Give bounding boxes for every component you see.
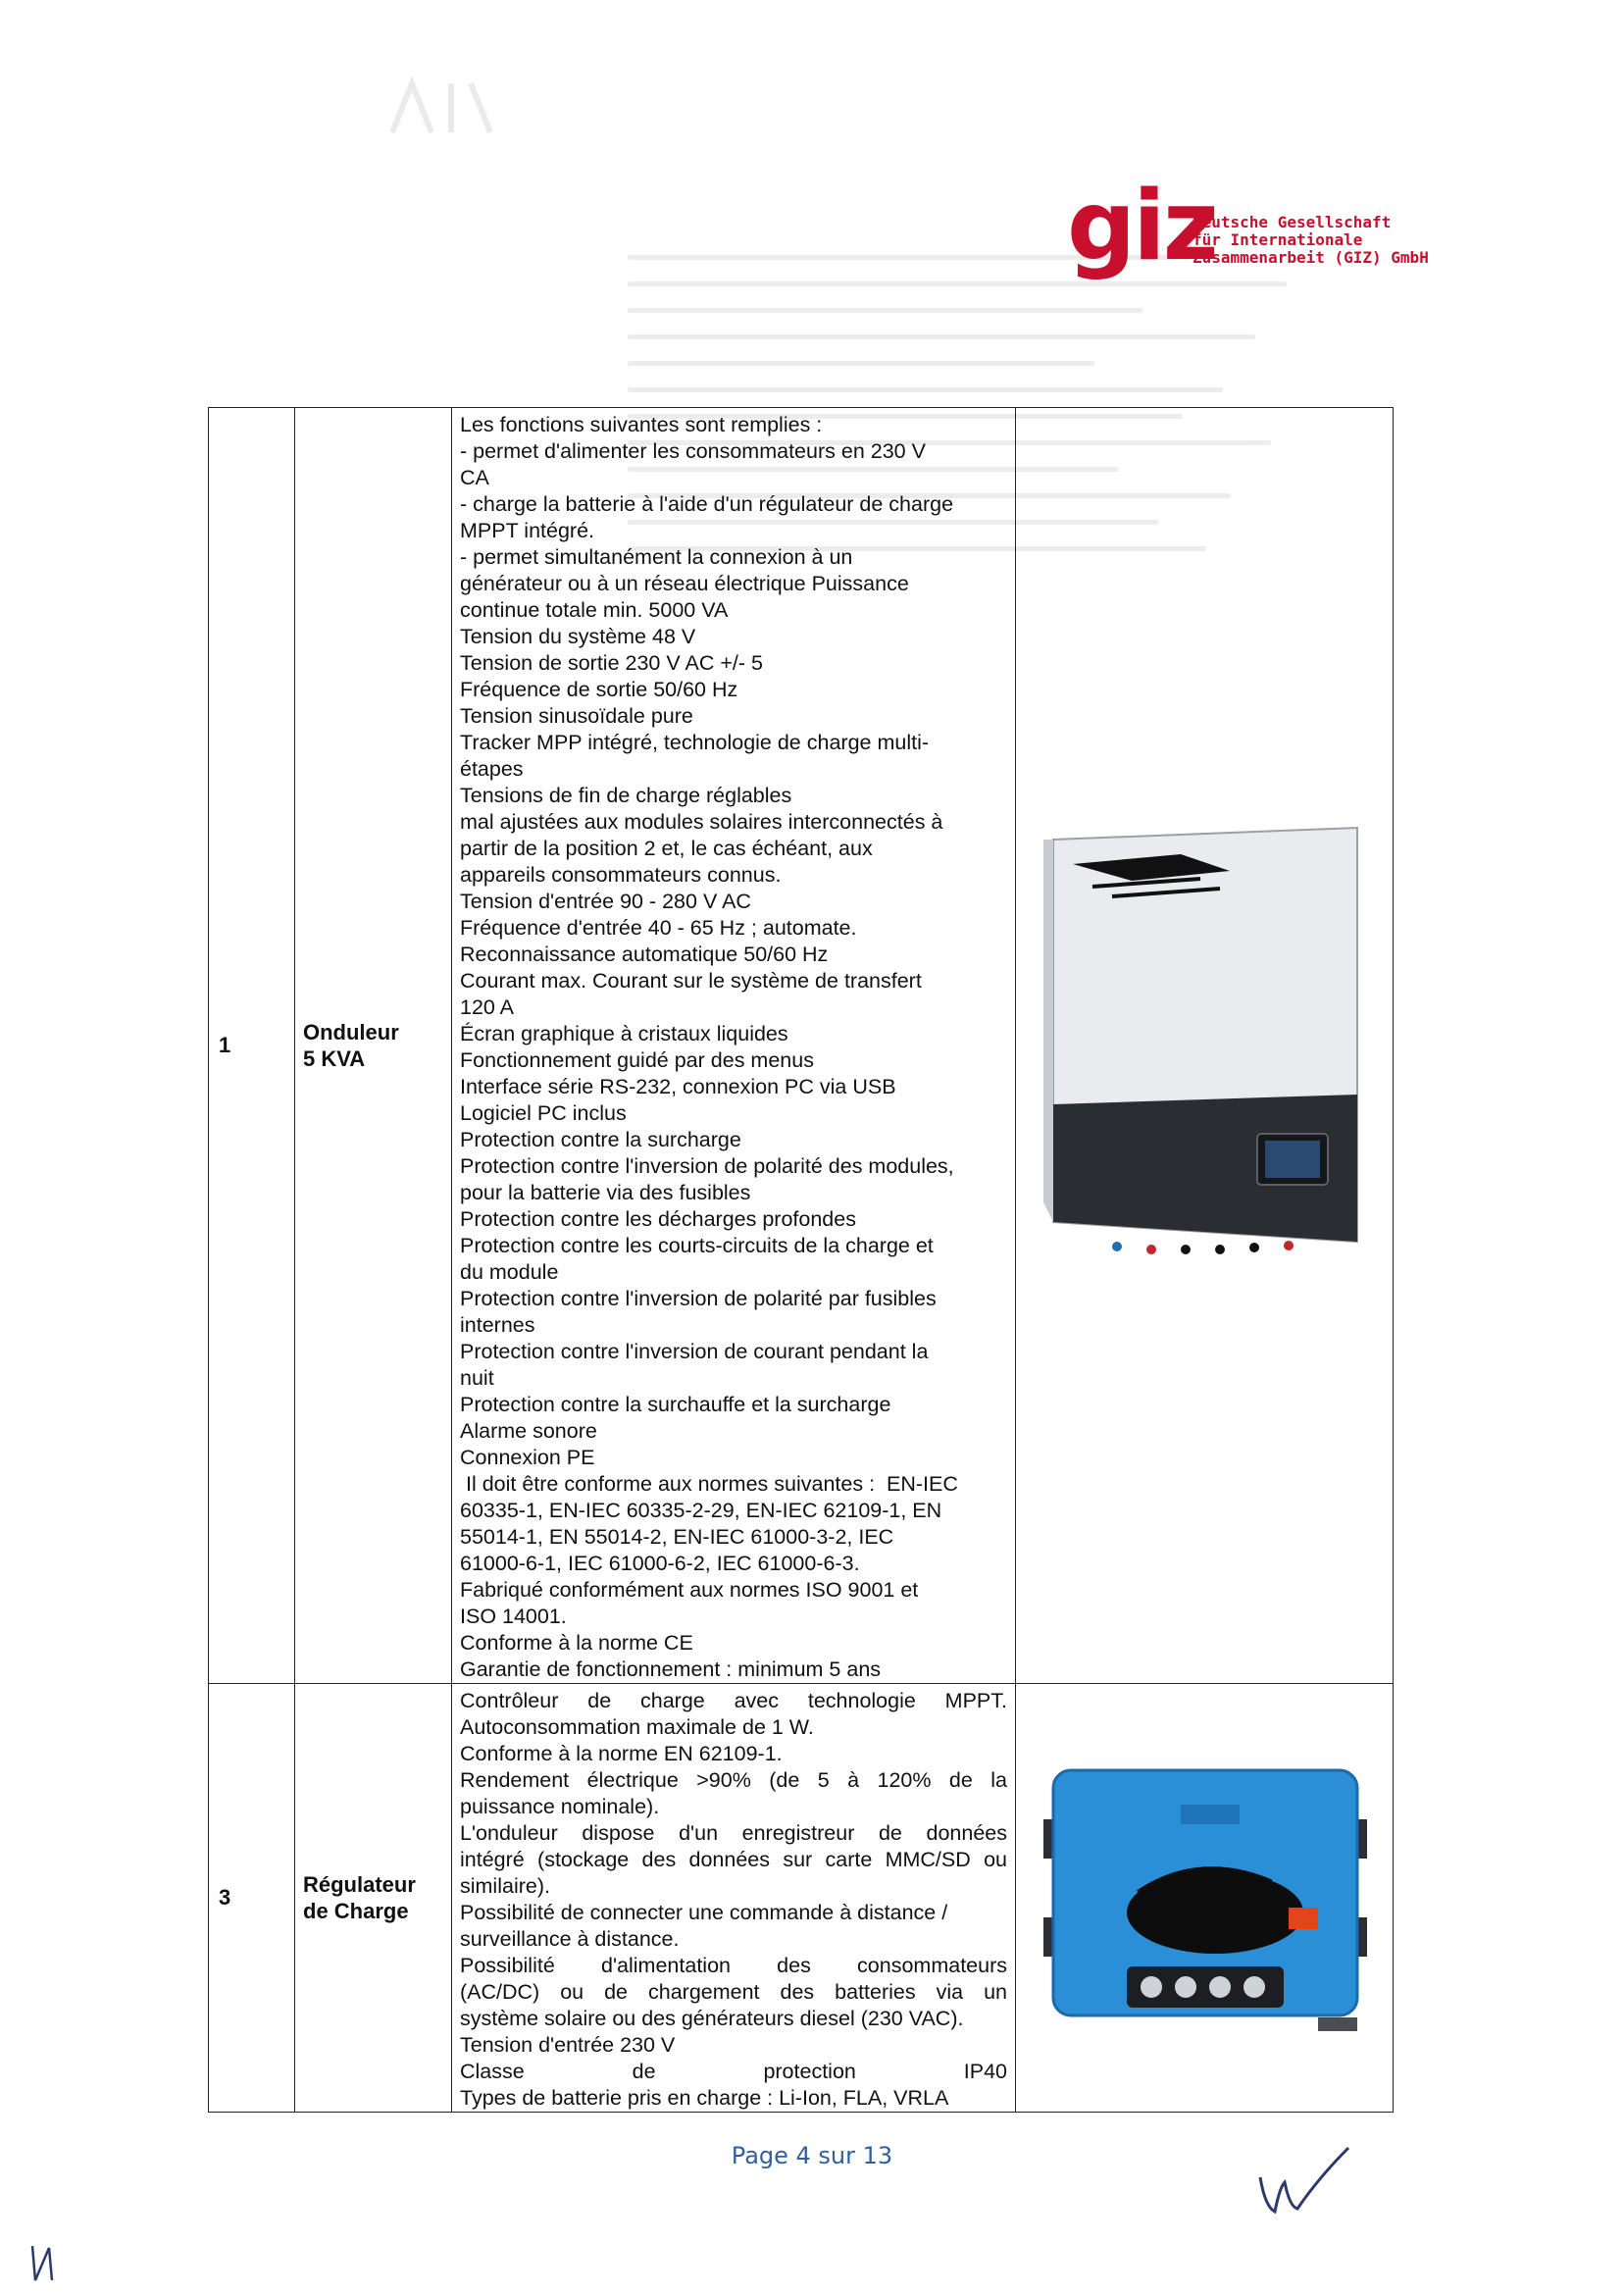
description-line: puissance nominale). — [460, 1795, 660, 1818]
description-line: Fabriqué conformément aux normes ISO 9001 et — [460, 1578, 919, 1602]
description-line: continue totale min. 5000 VA — [460, 598, 729, 622]
description-line: - permet simultanément la connexion à un — [460, 545, 853, 569]
description-line: Protection contre l'inversion de courant pendant la — [460, 1340, 929, 1363]
item-number: 1 — [209, 408, 295, 1684]
margin-initial — [27, 2236, 57, 2285]
description-line: 55014-1, EN 55014-2, EN-IEC 61000-3-2, IEC — [460, 1525, 894, 1549]
description-line: Tension de sortie 230 V AC +/- 5 — [460, 651, 763, 675]
description-line: 61000-6-1, IEC 61000-6-2, IEC 61000-6-3. — [460, 1552, 860, 1575]
org-name-line: für Internationale — [1193, 230, 1363, 249]
description-line: Possibilité d'alimentation des consommateurs — [460, 1954, 1007, 1977]
description-line: Reconnaissance automatique 50/60 Hz — [460, 943, 829, 966]
item-name — [295, 408, 452, 1684]
inverter-photo — [1024, 810, 1387, 1271]
giz-logo-mark: giz — [1067, 171, 1216, 282]
description-line: Tension d'entrée 230 V — [460, 2033, 676, 2057]
description-line: Contrôleur de charge avec technologie MPPT. — [460, 1689, 1007, 1712]
description-line: 60335-1, EN-IEC 60335-2-29, EN-IEC 62109-1, EN — [460, 1499, 942, 1522]
description-line: Protection contre les courts-circuits de la charge et — [460, 1234, 934, 1257]
item-number: 3 — [209, 1684, 295, 2113]
org-name-line: Zusammenarbeit (GIZ) GmbH — [1193, 248, 1429, 267]
description-line: intégré (stockage des données sur carte MMC/SD ou — [460, 1848, 1007, 1871]
description-line: Alarme sonore — [460, 1419, 597, 1443]
description-line: 120 A — [460, 995, 514, 1019]
scan-artifact-mark — [382, 74, 500, 142]
description-line: (AC/DC) ou de chargement des batteries via un — [460, 1980, 1007, 2004]
item-description — [452, 408, 1016, 1684]
item-name-line: Régulateur — [303, 1872, 416, 1897]
description-line: Conforme à la norme EN 62109-1. — [460, 1742, 783, 1765]
description-line: L'onduleur dispose d'un enregistreur de données — [460, 1821, 1007, 1845]
page-number: Page 4 sur 13 — [731, 2142, 893, 2169]
item-name-line: 5 KVA — [303, 1046, 366, 1071]
item-name-line: Onduleur — [303, 1020, 399, 1045]
description-line: appareils consommateurs connus. — [460, 863, 782, 887]
description-line: Interface série RS-232, connexion PC via USB — [460, 1075, 896, 1098]
description-line: Courant max. Courant sur le système de transfert — [460, 969, 922, 993]
description-line: Autoconsommation maximale de 1 W. — [460, 1715, 814, 1739]
description-line: Protection contre l'inversion de polarité par fusibles — [460, 1287, 937, 1310]
description-line: Possibilité de connecter une commande à distance / — [460, 1901, 948, 1924]
giz-logo — [1067, 171, 1429, 282]
description-line: Protection contre les décharges profondes — [460, 1207, 856, 1231]
description-line: internes — [460, 1313, 535, 1337]
description-line: ISO 14001. — [460, 1605, 567, 1628]
description-line: Tension d'entrée 90 - 280 V AC — [460, 890, 751, 913]
handwritten-initials — [1250, 2138, 1358, 2217]
description-line: système solaire ou des générateurs diesel (230 VAC). — [460, 2007, 964, 2030]
description-line: Protection contre l'inversion de polarité des modules, — [460, 1154, 954, 1178]
description-line: Conforme à la norme CE — [460, 1631, 693, 1655]
description-line: Tracker MPP intégré, technologie de charge multi- — [460, 731, 930, 754]
description-line: Les fonctions suivantes sont remplies : — [460, 413, 823, 436]
description-line: mal ajustées aux modules solaires interconnectés à — [460, 810, 943, 834]
description-line: Protection contre la surcharge — [460, 1128, 741, 1151]
item-name — [295, 1684, 452, 2113]
giz-org-name — [1193, 214, 1429, 267]
description-line: Rendement électrique >90% (de 5 à 120% de la — [460, 1768, 1007, 1792]
description-line: CA — [460, 466, 489, 489]
item-image-cell — [1016, 1684, 1394, 2113]
description-line: MPPT intégré. — [460, 519, 595, 542]
description-line: Fréquence d'entrée 40 - 65 Hz ; automate. — [460, 916, 857, 940]
description-line: pour la batterie via des fusibles — [460, 1181, 751, 1204]
charge-controller-photo — [1024, 1751, 1387, 2035]
description-line: générateur ou à un réseau électrique Puissance — [460, 572, 909, 595]
org-name-line: Deutsche Gesellschaft — [1193, 213, 1392, 231]
description-line: Protection contre la surchauffe et la surcharge — [460, 1393, 891, 1416]
item-image-cell — [1016, 408, 1394, 1684]
description-line: nuit — [460, 1366, 494, 1390]
description-line: Logiciel PC inclus — [460, 1101, 627, 1125]
description-line: du module — [460, 1260, 559, 1284]
description-line: Tension du système 48 V — [460, 625, 696, 648]
description-line: Connexion PE — [460, 1446, 595, 1469]
description-line: étapes — [460, 757, 524, 781]
description-line: similaire). — [460, 1874, 550, 1898]
description-line: - permet d'alimenter les consommateurs en 230 V — [460, 439, 926, 463]
description-line: Tension sinusoïdale pure — [460, 704, 693, 728]
table-row — [209, 408, 1394, 1684]
description-line: Fonctionnement guidé par des menus — [460, 1048, 814, 1072]
description-line: Garantie de fonctionnement : minimum 5 ans — [460, 1657, 882, 1681]
description-line: - charge la batterie à l'aide d'un régulateur de charge — [460, 492, 954, 516]
description-line: Il doit être conforme aux normes suivantes : EN-IEC — [460, 1472, 958, 1496]
description-line: Types de batterie pris en charge : Li-Ion, FLA, VRLA — [460, 2086, 949, 2110]
specification-table — [208, 407, 1394, 2113]
description-line: Classe de protection IP40 — [460, 2060, 1007, 2083]
table-row — [209, 1684, 1394, 2113]
description-line: surveillance à distance. — [460, 1927, 680, 1951]
description-line: partir de la position 2 et, le cas échéant, aux — [460, 837, 873, 860]
item-name-line: de Charge — [303, 1899, 409, 1923]
description-line: Tensions de fin de charge réglables — [460, 784, 792, 807]
description-line: Écran graphique à cristaux liquides — [460, 1022, 788, 1045]
description-line: Fréquence de sortie 50/60 Hz — [460, 678, 738, 701]
item-description — [452, 1684, 1016, 2113]
